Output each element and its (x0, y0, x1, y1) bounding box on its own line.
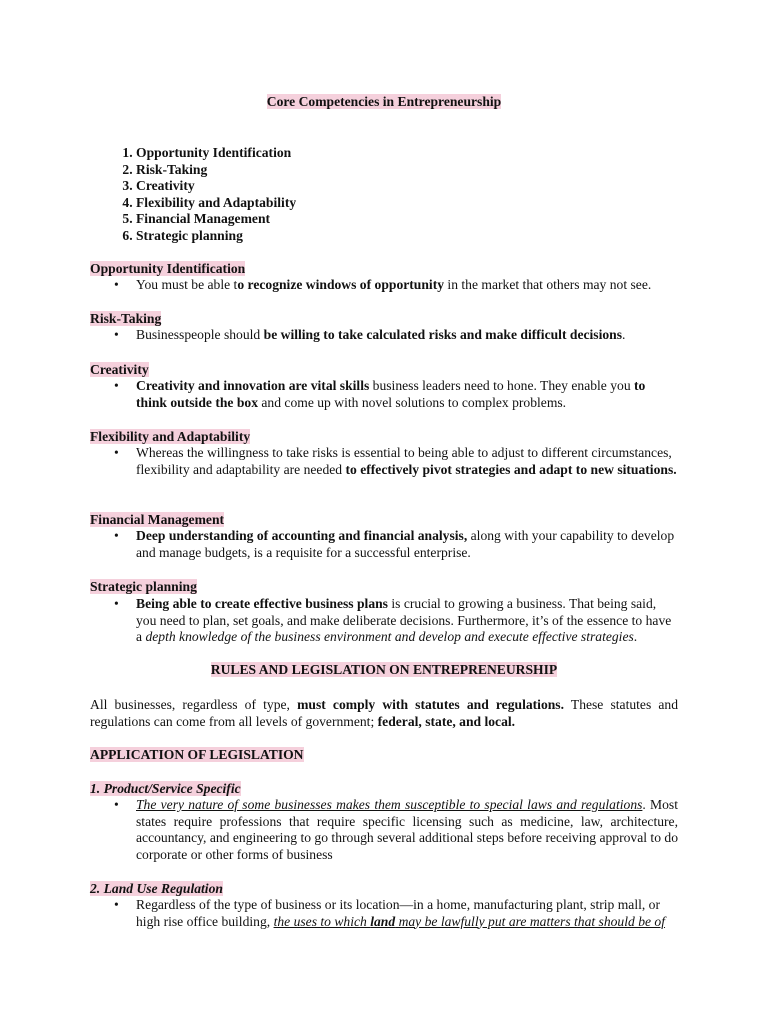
bullet-creativity: • Creativity and innovation are vital skills business leaders need to hone. They enable you to think outside the box and come up with novel solutions to complex problems. (114, 378, 646, 410)
rules-paragraph: All businesses, regardless of type, must comply with statutes and regulations. These statutes and regulations can come from all levels of government; federal, state, and local. (90, 697, 679, 729)
list-item: 5. Financial Management (136, 211, 296, 228)
bullet-icon: • (114, 327, 119, 342)
bullet-risk: • Businesspeople should be willing to take calculated risks and make difficult decisions. (114, 327, 626, 342)
bullet-financial: • Deep understanding of accounting and financial analysis, along with your capability to develop and manage budgets, is a requisite for a successful enterprise. (114, 528, 675, 560)
section-heading-strategic: Strategic planning (90, 579, 197, 594)
bullet-icon: • (114, 528, 119, 543)
bullet-flexibility: • Whereas the willingness to take risks is essential to being able to adjust to different circumstances, flexibility and adaptability are needed to effectively pivot strategies and adapt to new situations. (114, 445, 677, 477)
bullet-product-service: • The very nature of some businesses makes them susceptible to special laws and regulations. Most states require professions that require specific licensing such as medicine, law, architecture, accountancy, and engineering to go through several additional steps before receiving approval to do corporate or other forms of business (114, 797, 678, 862)
land-use-heading: 2. Land Use Regulation (90, 881, 223, 896)
competencies-list (90, 145, 296, 245)
bullet-icon: • (114, 445, 119, 460)
bullet-opportunity: • You must be able to recognize windows of opportunity in the market that others may not see. (114, 277, 652, 292)
section-heading-creativity: Creativity (90, 362, 149, 377)
bullet-strategic: • Being able to create effective business plans is crucial to growing a business. That being said, you need to plan, set goals, and make deliberate decisions. Furthermore, it’s of the essence to have a depth knowledge of the business environment and develop and execute effective strategies. (114, 596, 672, 644)
application-heading: APPLICATION OF LEGISLATION (90, 747, 304, 762)
list-item: 2. Risk-Taking (136, 162, 296, 179)
list-item: 3. Creativity (136, 178, 296, 195)
list-item: 1. Opportunity Identification (136, 145, 296, 162)
bullet-land-use: • Regardless of the type of business or its location—in a home, manufacturing plant, strip mall, or high rise office building, the uses to which land may be lawfully put are matters that should be of (114, 897, 666, 929)
list-item: 6. Strategic planning (136, 228, 296, 245)
bullet-icon: • (114, 277, 119, 292)
bullet-icon: • (114, 378, 119, 393)
bullet-icon: • (114, 897, 119, 912)
section-heading-risk: Risk-Taking (90, 311, 162, 326)
bullet-icon: • (114, 797, 119, 812)
section-heading-financial: Financial Management (90, 512, 225, 527)
section-heading-flexibility: Flexibility and Adaptability (90, 429, 251, 444)
document-title: Core Competencies in Entrepreneurship (266, 94, 502, 109)
list-item: 4. Flexibility and Adaptability (136, 195, 296, 212)
section-heading-opportunity: Opportunity Identification (90, 261, 246, 276)
bullet-icon: • (114, 596, 119, 611)
product-service-heading: 1. Product/Service Specific (90, 781, 241, 796)
rules-heading: RULES AND LEGISLATION ON ENTREPRENEURSHIP (210, 662, 558, 677)
